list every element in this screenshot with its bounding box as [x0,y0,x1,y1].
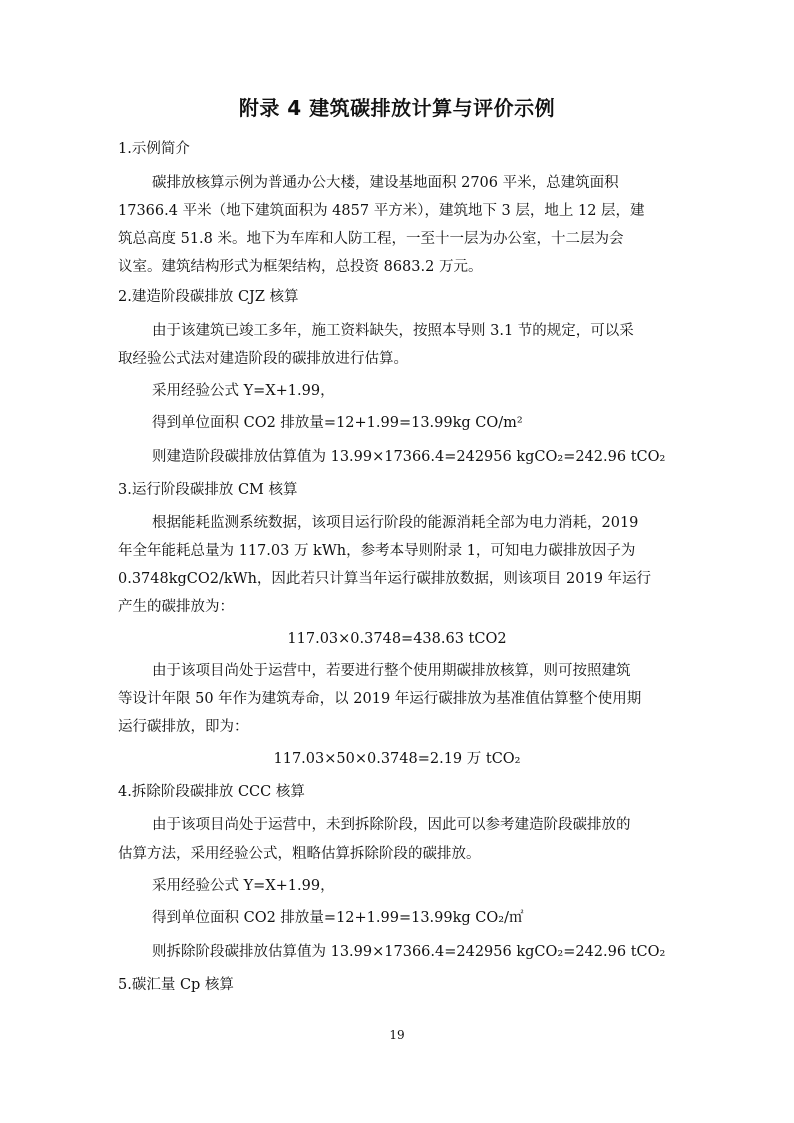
paragraph-line: 由于该建筑已竣工多年，施工资料缺失，按照本导则 3.1 节的规定，可以采 [152,323,634,339]
formula-line: 采用经验公式 Y=X+1.99， [152,383,335,399]
paragraph-line: 由于该项目尚处于运营中，若要进行整个使用期碳排放核算，则可按照建筑 [152,663,631,679]
paragraph-line: 年全年能耗总量为 117.03 万 kWh，参考本导则附录 1，可知电力碳排放因子为 [118,543,636,559]
formula-line: 117.03×50×0.3748=2.19 万 tCO₂ [273,751,521,767]
paragraph-line: 根据能耗监测系统数据，该项目运行阶段的能源消耗全部为电力消耗，2019 [152,515,639,531]
formula-line: 则拆除阶段碳排放估算值为 13.99×17366.4=242956 kgCO₂=242.96 tCO₂ [152,944,666,960]
paragraph-line: 碳排放核算示例为普通办公大楼，建设基地面积 2706 平米，总建筑面积 [152,175,619,191]
paragraph-line: 运行碳排放，即为： [118,719,249,735]
section-heading-2: 2.建造阶段碳排放 CJZ 核算 [118,289,299,305]
paragraph-line: 由于该项目尚处于运营中，未到拆除阶段，因此可以参考建造阶段碳排放的 [152,817,631,833]
paragraph-line: 筑总高度 51.8 米。地下为车库和人防工程，一至十一层为办公室，十二层为会 [118,231,624,247]
paragraph-line: 议室。建筑结构形式为框架结构，总投资 8683.2 万元。 [118,259,483,275]
paragraph-line: 等设计年限 50 年作为建筑寿命，以 2019 年运行碳排放为基准值估算整个使用期 [118,691,642,707]
formula-line: 采用经验公式 Y=X+1.99， [152,878,335,894]
formula-line: 则建造阶段碳排放估算值为 13.99×17366.4=242956 kgCO₂=242.96 tCO₂ [152,449,666,465]
page-number: 19 [389,1028,405,1042]
paragraph-line: 17366.4 平米（地下建筑面积为 4857 平方米），建筑地下 3 层，地上 12 层，建 [118,203,645,219]
section-heading-5: 5.碳汇量 Cp 核算 [118,977,234,993]
page-title: 附录 4 建筑碳排放计算与评价示例 [238,96,556,120]
formula-line: 得到单位面积 CO2 排放量=12+1.99=13.99kg CO/m² [152,415,523,431]
section-heading-1: 1.示例简介 [118,141,190,157]
section-heading-4: 4.拆除阶段碳排放 CCC 核算 [118,784,305,800]
paragraph-line: 取经验公式法对建造阶段的碳排放进行估算。 [118,351,408,367]
formula-line: 得到单位面积 CO2 排放量=12+1.99=13.99kg CO₂/㎡ [152,910,524,926]
paragraph-line: 估算方法，采用经验公式，粗略估算拆除阶段的碳排放。 [118,846,481,862]
formula-line: 117.03×0.3748=438.63 tCO2 [287,631,507,647]
paragraph-line: 产生的碳排放为： [118,599,234,615]
section-heading-3: 3.运行阶段碳排放 CM 核算 [118,482,298,498]
paragraph-line: 0.3748kgCO2/kWh，因此若只计算当年运行碳排放数据，则该项目 2019 年运行 [118,571,652,587]
